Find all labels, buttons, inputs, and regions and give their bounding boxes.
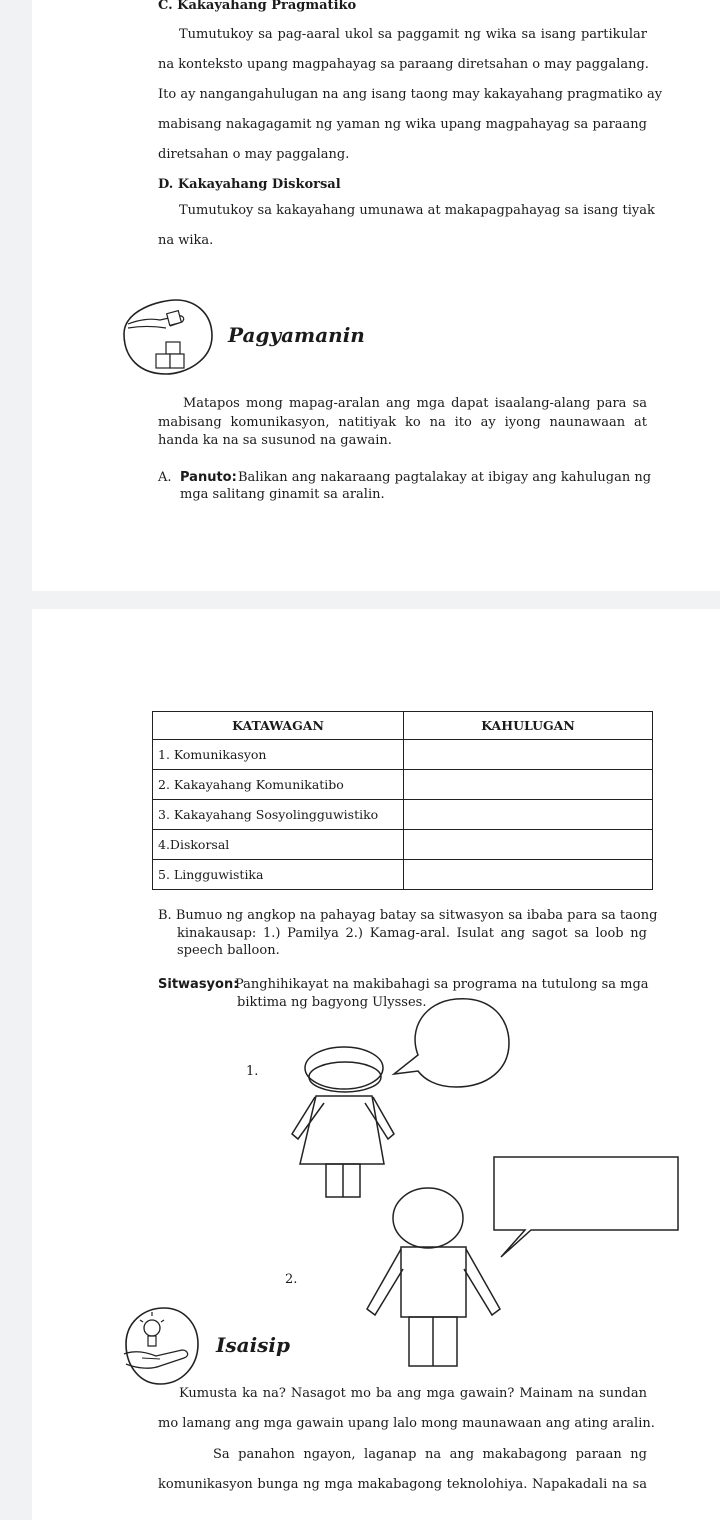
panuto-text-1: Balikan ang nakaraang pagtalakay at ibigay ang kahulugan ng (238, 470, 652, 485)
table-cell-term: 4.Diskorsal (153, 830, 404, 860)
figure-label-1: 1. (246, 1064, 259, 1079)
girl-dress (300, 1096, 384, 1164)
pagyamanin-intro-1: Matapos mong mapag-aralan ang mga dapat isaalang-alang para sa (183, 396, 647, 411)
isaisip-line-4: komunikasyon bunga ng mga makabagong teknolohiya. Napakadali na sa (158, 1477, 647, 1492)
round-speech-balloon (394, 999, 509, 1087)
table-header-katawagan: KATAWAGAN (153, 712, 404, 740)
table-header-kahulugan: KAHULUGAN (404, 712, 653, 740)
section-d-line-2: na wika. (158, 233, 214, 248)
section-c-line-5: diretsahan o may paggalang. (158, 147, 350, 162)
part-b-line-1: B. Bumuo ng angkop na pahayag batay sa sitwasyon sa ibaba para sa taong (158, 908, 658, 923)
sitwasyon-text-2: biktima ng bagyong Ulysses. (237, 995, 427, 1010)
pagyamanin-intro-2: mabisang komunikasyon, natitiyak ko na ito ay iyong naunawaan at (158, 415, 647, 430)
section-c-line-4: mabisang nakagagamit ng yaman ng wika upang magpahayag sa paraang (158, 117, 647, 132)
lightbulb-hand-icon (120, 1306, 200, 1390)
sitwasyon-label: Sitwasyon: (158, 977, 239, 992)
section-d-line-1: Tumutukoy sa kakayahang umunawa at makapagpahayag sa isang tiyak (179, 203, 655, 218)
document-page-1 (32, 0, 720, 591)
panuto-letter: A. (158, 470, 172, 485)
section-c-heading: C. Kakayahang Pragmatiko (158, 0, 357, 13)
table-cell-term: 3. Kakayahang Sosyolingguwistiko (153, 800, 404, 830)
section-c-line-1: Tumutukoy sa pag-aaral ukol sa paggamit ng wika sa isang partikular (179, 27, 647, 42)
pagyamanin-intro-3: handa ka na sa susunod na gawain. (158, 433, 392, 448)
part-b-line-2: kinakausap: 1.) Pamilya 2.) Kamag-aral. Isulat ang sagot sa loob ng (177, 926, 647, 941)
section-c-line-2: na konteksto upang magpahayag sa paraang diretsahan o may paggalang. (158, 57, 649, 72)
boy-head (393, 1188, 463, 1248)
table-cell-term: 2. Kakayahang Komunikatibo (153, 770, 404, 800)
rectangular-speech-balloon (494, 1157, 678, 1257)
section-d-heading: D. Kakayahang Diskorsal (158, 177, 341, 192)
girl-face (309, 1062, 381, 1092)
hand-blocks-icon (120, 298, 216, 378)
document-page-2 (32, 609, 720, 1520)
sitwasyon-text: Panghihikayat na makibahagi sa programa na tutulong sa mga (235, 977, 649, 992)
isaisip-line-3: Sa panahon ngayon, laganap na ang makabagong paraan ng (213, 1447, 647, 1462)
isaisip-line-2: mo lamang ang mga gawain upang lalo mong maunawaan ang ating aralin. (158, 1416, 655, 1431)
girl-right-arm (365, 1097, 394, 1139)
isaisip-title: Isaisip (216, 1333, 291, 1357)
figure-label-2: 2. (285, 1272, 298, 1287)
boy-body (401, 1247, 466, 1317)
boy-left-arm (367, 1249, 403, 1315)
panuto-label: Panuto: (180, 470, 237, 485)
table-cell-term: 1. Komunikasyon (153, 740, 404, 770)
part-b-line-3: speech balloon. (177, 943, 280, 958)
panuto-text-2: mga salitang ginamit sa aralin. (180, 487, 385, 502)
pagyamanin-title: Pagyamanin (228, 323, 365, 347)
boy-right-arm (464, 1249, 500, 1315)
table-cell-term: 5. Lingguwistika (153, 860, 404, 890)
section-c-line-3: Ito ay nangangahulugan na ang isang taong may kakayahang pragmatiko ay (158, 87, 663, 102)
isaisip-line-1: Kumusta ka na? Nasagot mo ba ang mga gawain? Mainam na sundan (179, 1386, 647, 1401)
